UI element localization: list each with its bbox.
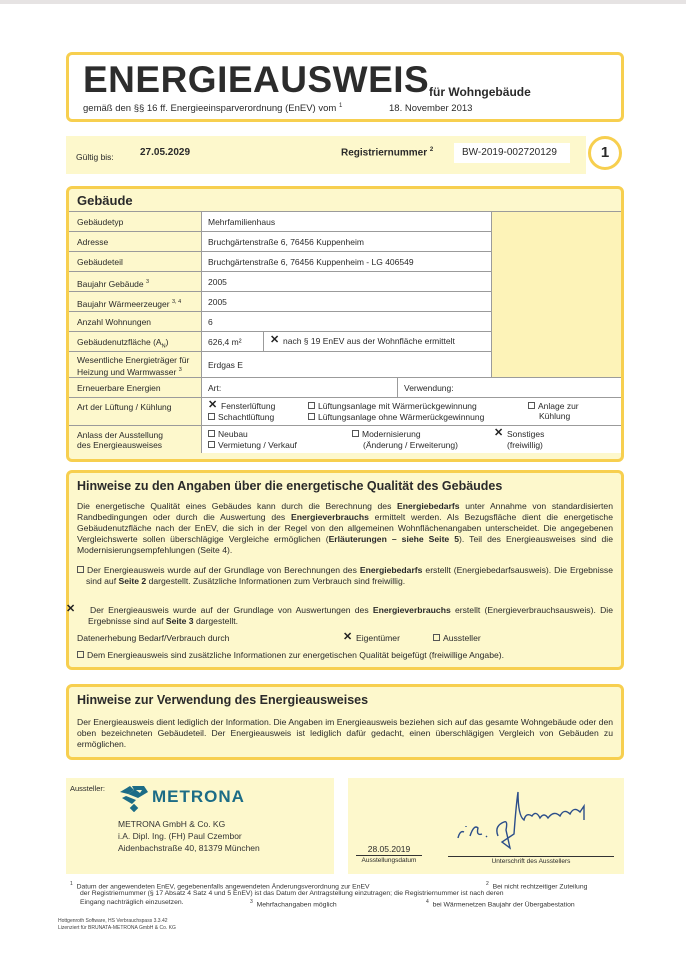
- law-date: 18. November 2013: [389, 103, 473, 114]
- option-modernisierung[interactable]: Modernisierung (Änderung / Erweiterung): [352, 429, 458, 451]
- option-aussteller[interactable]: Aussteller: [433, 633, 481, 644]
- row-baujahr-waermeerzeuger: Baujahr Wärmeerzeuger $^{3, 4}$ 2005: [69, 291, 491, 311]
- row-erneuerbare: Erneuerbare Energien Art: Verwendung:: [69, 377, 621, 397]
- row-adresse: Adresse Bruchgärtenstraße 6, 76456 Kuppenheim: [69, 231, 491, 251]
- row-baujahr-gebaeude: Baujahr Gebäude $^3$ 2005: [69, 271, 491, 291]
- ausstellungsdatum-value: 28.05.2019: [356, 844, 422, 856]
- option-bedarfsausweis[interactable]: Der Energieausweis wurde auf der Grundlage von Berechnungen des Energiebedarfs erstellt (Energiebedarfsausweis). Die Ergebnisse sind auf Seite 2 dargestellt. Zusätzliche Informationen zum Verbrauch sind freiwillig.: [77, 565, 613, 587]
- section-title-verwendung: Hinweise zur Verwendung des Energieausweises: [77, 693, 369, 707]
- registration-number: BW-2019-002720129: [454, 143, 570, 163]
- valid-until-date: 27.05.2029: [140, 147, 191, 158]
- option-zusatzinfo[interactable]: Dem Energieausweis sind zusätzliche Informationen zur energetischen Qualität beigefügt (freiwillige Angabe).: [77, 650, 613, 661]
- checkbox-checked-icon[interactable]: ✕: [270, 333, 280, 346]
- hinweise-section: [66, 470, 624, 670]
- option-neubau[interactable]: Neubau: [208, 429, 248, 439]
- ausstellungsdatum-label: Ausstellungsdatum: [361, 857, 417, 864]
- verwendung-text: Der Energieausweis dient lediglich der Information. Die Angaben im Energieausweis beziehen sich auf das gesamte Wohngebäude oder den oben bezeichneten Gebäudeteil. Der Energieausweis ist lediglich dafür gedacht, einen überschlägigen Vergleich von Gebäuden zu ermöglichen.: [77, 717, 613, 749]
- checkbox-checked-icon[interactable]: ✕: [66, 602, 76, 615]
- verwendung-section: [66, 684, 624, 760]
- option-vermietung-verkauf[interactable]: Vermietung / Verkauf: [208, 440, 297, 450]
- metrona-logo-text: METRONA: [152, 787, 245, 806]
- signature-label: Unterschrift des Ausstellers: [491, 858, 571, 865]
- option-schachtlueftung[interactable]: Schachtlüftung: [208, 412, 274, 422]
- hinweise-intro: Die energetische Qualität eines Gebäudes kann durch die Berechnung des Energiebedarfs unter Annahme von standardisierten Randbedingungen oder durch die Auswertung des Energieverbrauchs ermittelt werden. Als Bezugsfläche dient die energetische Gebäudenutzfläche nach der EnEV, die sich in der Regel von den allgemeinen Wohnflächenangaben unterscheidet. Die angegebenen Vergleichswerte sollen überschlägige Vergleiche ermöglichen (Erläuterungen – siehe Seite 5). Teil des Energieausweises sind die Modernisierungsempfehlungen (Seite 4).: [77, 501, 613, 555]
- signature-panel: [348, 778, 624, 874]
- signature-icon: [452, 786, 612, 852]
- checkbox-checked-icon[interactable]: ✕: [208, 398, 218, 411]
- option-fensterlueftung[interactable]: ✕ Fensterlüftung: [208, 398, 276, 411]
- checkbox-icon[interactable]: [208, 441, 215, 448]
- checkbox-icon[interactable]: [308, 402, 315, 409]
- metrona-logo-icon: [118, 784, 150, 812]
- checkbox-icon[interactable]: [208, 430, 215, 437]
- option-anlage-kuehlung[interactable]: Anlage zur Kühlung: [528, 401, 579, 421]
- row-gebaeudeteil: Gebäudeteil Bruchgärtenstraße 6, 76456 Kuppenheim - LG 406549: [69, 251, 491, 271]
- row-lueftung: Art der Lüftung / Kühlung ✕ Fensterlüftung Schachtlüftung Lüftungsanlage mit Wärmerückgewinnung Lüftungsanlage ohne Wärmerückgewinnung Anlage zur Kühlung: [69, 397, 621, 425]
- row-nutzflaeche: Gebäudenutzfläche $(A_N)$ 626,4 m² ✕ nach § 19 EnEV aus der Wohnfläche ermittelt: [69, 331, 491, 351]
- signature-line: [448, 856, 614, 857]
- checkbox-icon[interactable]: [352, 430, 359, 437]
- checkbox-checked-icon[interactable]: ✕: [494, 426, 504, 439]
- document-title: ENERGIEAUSWEIS: [83, 59, 430, 100]
- section-title-hinweise: Hinweise zu den Angaben über die energetische Qualität des Gebäudes: [77, 479, 503, 493]
- option-eigentuemer[interactable]: ✕ Eigentümer: [343, 630, 400, 643]
- law-reference: gemäß den §§ 16 ff. Energieeinsparverordnung (EnEV) vom $^1$: [83, 103, 343, 115]
- building-photo-placeholder: [491, 211, 621, 377]
- checkbox-icon[interactable]: [208, 413, 215, 420]
- aussteller-label: Aussteller:: [70, 784, 106, 793]
- row-gebaeudetyp: Gebäudetyp Mehrfamilienhaus: [69, 211, 491, 231]
- registration-label: Registriernummer $^2$: [341, 147, 434, 159]
- nutzflaeche-option[interactable]: ✕ nach § 19 EnEV aus der Wohnfläche ermittelt: [263, 332, 491, 351]
- checkbox-checked-icon[interactable]: ✕: [343, 630, 353, 643]
- aussteller-panel: [66, 778, 334, 874]
- checkbox-icon[interactable]: [77, 566, 84, 573]
- row-anzahl-wohnungen: Anzahl Wohnungen 6: [69, 311, 491, 331]
- title-box: [66, 52, 624, 122]
- datenerhebung-row: Datenerhebung Bedarf/Verbrauch durch ✕ Eigentümer Aussteller: [77, 630, 481, 643]
- checkbox-icon[interactable]: [77, 651, 84, 658]
- option-verbrauchsausweis[interactable]: ✕ Der Energieausweis wurde auf der Grundlage von Auswertungen des Energieverbrauchs erstellt (Energieverbrauchsausweis). Die Ergebnisse sind auf Seite 3 dargestellt.: [66, 602, 613, 626]
- checkbox-icon[interactable]: [308, 413, 315, 420]
- row-energietraeger: Wesentliche Energieträger für Heizung und Warmwasser $^3$ Erdgas E: [69, 351, 491, 377]
- gebaeude-section: [66, 186, 624, 462]
- row-anlass: Anlass der Ausstellung des Energieausweises Neubau Vermietung / Verkauf Modernisierung (Änderung / Erweiterung) ✕ Sonstiges (freiwillig): [69, 425, 621, 453]
- document-subtitle: für Wohngebäude: [429, 85, 531, 99]
- page-number-badge: 1: [588, 136, 622, 170]
- validity-strip: [66, 136, 586, 174]
- checkbox-icon[interactable]: [528, 402, 535, 409]
- top-bar: [0, 0, 686, 4]
- option-lueftung-mit-wrg[interactable]: Lüftungsanlage mit Wärmerückgewinnung: [308, 401, 477, 411]
- checkbox-icon[interactable]: [433, 634, 440, 641]
- option-sonstiges[interactable]: ✕ Sonstiges (freiwillig): [494, 426, 545, 450]
- software-info: Hottgenroth Software, HS Verbrauchspass 3.3.42 Lizenziert für BRUNATA-METRONA GmbH & Co. KG: [58, 918, 176, 931]
- aussteller-address: METRONA GmbH & Co. KG i.A. Dipl. Ing. (FH) Paul Czembor Aidenbachstraße 40, 81379 München: [118, 819, 260, 853]
- section-title-gebaeude: Gebäude: [77, 193, 133, 208]
- option-lueftung-ohne-wrg[interactable]: Lüftungsanlage ohne Wärmerückgewinnung: [308, 412, 484, 422]
- valid-until-label: Gültig bis:: [76, 152, 114, 162]
